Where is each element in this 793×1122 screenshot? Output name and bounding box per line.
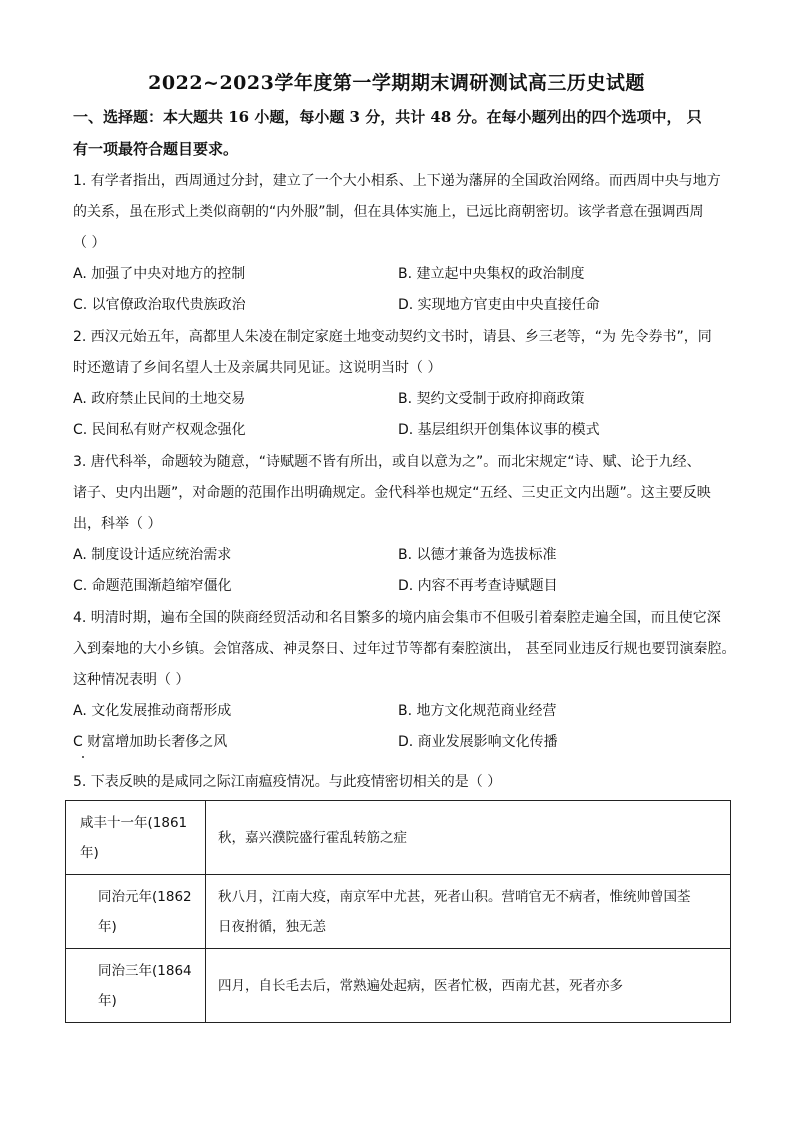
q3-option-b[interactable]: B. 以德才兼备为选拔标准 (398, 547, 557, 563)
q1-stem-line-2: 的关系，虽在形式上类似商朝的“内外服”制，但在具体实施上，已远比商朝密切。该学者意在强调西周 (73, 204, 704, 220)
q1-stem-line-3: （ ） (73, 235, 106, 251)
q3-stem-line-2: 诸子、史内出题”，对命题的范围作出明确规定。金代科举也规定“五经、三史正文内出题”。这主要反映 (73, 485, 711, 501)
event-line: 秋八月，江南大疫，南京军中尤甚，死者山积。营哨官无不病者，惟统帅曾国荃 (218, 888, 691, 905)
event-cell (206, 801, 731, 875)
q2-stem-line-2: 时还邀请了乡间名望人士及亲属共同见证。这说明当时（ ） (73, 360, 442, 376)
year-line: 年) (98, 918, 117, 935)
epidemic-table (65, 800, 731, 1023)
event-cell (206, 949, 731, 1023)
q2-option-b[interactable]: B. 契约文受制于政府抑商政策 (398, 391, 585, 407)
stray-dot-mark (82, 756, 84, 758)
q4-stem-line-2: 入到秦地的大小乡镇。会馆落成、神灵祭日、过年过节等都有秦腔演出， 甚至同业违反行规也要罚演秦腔。 (73, 641, 736, 657)
section-heading-line-2: 有一项最符合题目要求。 (73, 140, 239, 158)
event-line: 四月，自长毛去后，常熟遍处起病，医者忙极，西南尤甚，死者亦多 (218, 977, 623, 994)
q1-option-c[interactable]: C. 以官僚政治取代贵族政治 (73, 297, 246, 313)
table-row (66, 801, 731, 875)
q3-option-a[interactable]: A. 制度设计适应统治需求 (73, 547, 232, 563)
q1-option-d[interactable]: D. 实现地方官吏由中央直接任命 (398, 297, 600, 313)
q4-option-a[interactable]: A. 文化发展推动商帮形成 (73, 703, 232, 719)
q4-stem-line-1: 4. 明清时期，遍布全国的陕商经贸活动和名目繁多的境内庙会集市不但吸引着秦腔走遍全国，而且使它深 (73, 610, 721, 626)
q3-option-c[interactable]: C. 命题范围渐趋缩窄僵化 (73, 578, 232, 594)
event-cell (206, 875, 731, 949)
q3-option-d[interactable]: D. 内容不再考查诗赋题目 (398, 578, 558, 594)
section-heading-line-1: 一、选择题：本大题共 16 小题，每小题 3 分，共计 48 分。在每小题列出的四个选项中， 只 (73, 108, 702, 126)
q3-stem-line-1: 3. 唐代科举，命题较为随意，“诗赋题不皆有所出，或自以意为之”。而北宋规定“诗、赋、论于九经、 (73, 454, 701, 470)
event-line: 秋，嘉兴濮院盛行霍乱转筋之症 (218, 829, 407, 846)
q4-stem-line-3: 这种情况表明（ ） (73, 672, 190, 688)
q2-option-a[interactable]: A. 政府禁止民间的土地交易 (73, 391, 246, 407)
year-line: 咸丰十一年(1861 (80, 814, 188, 831)
event-line: 日夜拊循，独无恙 (218, 918, 326, 935)
q5-stem-line-1: 5. 下表反映的是咸同之际江南瘟疫情况。与此疫情密切相关的是（ ） (73, 774, 502, 790)
table-row (66, 949, 731, 1023)
q2-stem-line-1: 2. 西汉元始五年，高都里人朱凌在制定家庭土地变动契约文书时，请县、乡三老等，“为 先令券书”，同 (73, 329, 712, 345)
year-line: 年) (98, 992, 117, 1009)
q1-option-a[interactable]: A. 加强了中央对地方的控制 (73, 266, 246, 282)
q2-option-d[interactable]: D. 基层组织开创集体议事的模式 (398, 422, 600, 438)
q1-stem-line-1: 1. 有学者指出，西周通过分封，建立了一个大小相系、上下递为藩屏的全国政治网络。而西周中央与地方 (73, 173, 721, 189)
year-cell (66, 875, 206, 949)
year-line: 年) (80, 844, 99, 861)
q4-option-c[interactable]: C 财富增加助长奢侈之风 (73, 734, 228, 750)
year-cell (66, 949, 206, 1023)
q2-option-c[interactable]: C. 民间私有财产权观念强化 (73, 422, 246, 438)
year-line: 同治三年(1864 (98, 962, 192, 979)
q1-option-b[interactable]: B. 建立起中央集权的政治制度 (398, 266, 585, 282)
year-line: 同治元年(1862 (98, 888, 192, 905)
table-row (66, 875, 731, 949)
q4-option-d[interactable]: D. 商业发展影响文化传播 (398, 734, 558, 750)
q3-stem-line-3: 出，科举（ ） (73, 516, 162, 532)
q4-option-b[interactable]: B. 地方文化规范商业经营 (398, 703, 557, 719)
exam-title: 2022~2023学年度第一学期期末调研测试高三历史试题 (148, 72, 645, 94)
year-cell (66, 801, 206, 875)
